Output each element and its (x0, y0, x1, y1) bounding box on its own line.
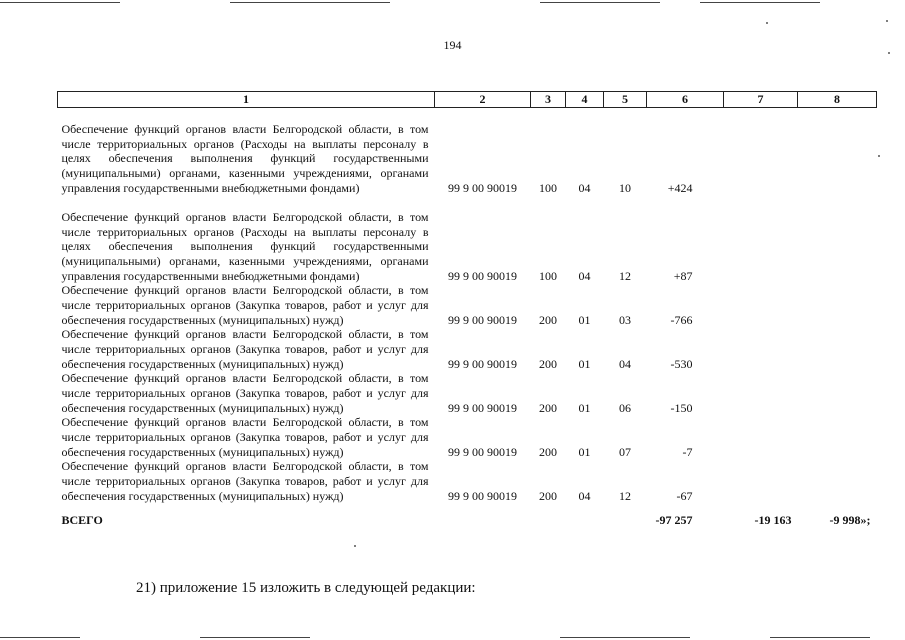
row-description: Обеспечение функций органов власти Белгородской области, в том числе территориальных органов (Закупка товаров, работ и услуг для обеспечения государственных (муниципальных) нужд) (61, 459, 429, 503)
total-row (58, 503, 877, 527)
row-code: 99 9 00 90019 (448, 356, 517, 371)
scan-speck (354, 545, 356, 547)
table-row (58, 371, 877, 415)
row-code: 99 9 00 90019 (448, 488, 517, 503)
row-code: 99 9 00 90019 (448, 400, 517, 415)
header-cell: 7 (724, 92, 798, 108)
row-subsection: 12 (619, 268, 631, 283)
row-type: 200 (539, 312, 557, 327)
total-col8: -9 998»; (829, 512, 871, 527)
row-code: 99 9 00 90019 (448, 312, 517, 327)
scan-edge-line (200, 637, 310, 638)
header-cell: 1 (58, 92, 435, 108)
table-header-row (58, 92, 877, 108)
total-col6: -97 257 (655, 512, 693, 527)
row-description: Обеспечение функций органов власти Белгородской области, в том числе территориальных органов (Закупка товаров, работ и услуг для обеспечения государственных (муниципальных) нужд) (61, 327, 429, 371)
budget-table (57, 91, 877, 527)
row-amount: -67 (676, 488, 693, 503)
header-cell: 2 (435, 92, 531, 108)
scan-speck (878, 155, 880, 157)
amendment-instruction: 21) приложение 15 изложить в следующей редакции: (136, 580, 476, 596)
scan-speck (766, 22, 768, 24)
header-cell: 3 (531, 92, 566, 108)
header-cell: 8 (798, 92, 877, 108)
row-amount: -530 (670, 356, 693, 371)
row-section: 01 (578, 312, 591, 327)
row-amount: -766 (670, 312, 693, 327)
row-subsection: 12 (619, 488, 631, 503)
total-col7: -19 163 (754, 512, 792, 527)
table-row (58, 415, 877, 459)
row-amount: +87 (673, 268, 693, 283)
row-section: 01 (578, 444, 591, 459)
row-code: 99 9 00 90019 (448, 444, 517, 459)
row-amount: -7 (682, 444, 693, 459)
row-section: 01 (578, 356, 591, 371)
table-row (58, 459, 877, 503)
total-label: ВСЕГО (61, 512, 103, 527)
scan-edge-line (540, 2, 660, 3)
table-row (58, 107, 877, 195)
scan-edge-line (560, 637, 690, 638)
row-code: 99 9 00 90019 (448, 180, 517, 195)
header-cell: 4 (566, 92, 604, 108)
page-number: 194 (443, 38, 462, 52)
row-type: 200 (539, 356, 557, 371)
row-subsection: 03 (619, 312, 631, 327)
table-row (58, 283, 877, 327)
row-section: 01 (578, 400, 591, 415)
scan-edge-line (0, 637, 80, 638)
row-subsection: 04 (619, 356, 631, 371)
row-type: 200 (539, 444, 557, 459)
row-amount: -150 (670, 400, 693, 415)
row-amount: +424 (667, 180, 693, 195)
scan-edge-line (230, 2, 390, 3)
row-description: Обеспечение функций органов власти Белгородской области, в том числе территориальных органов (Закупка товаров, работ и услуг для обеспечения государственных (муниципальных) нужд) (61, 283, 429, 327)
row-type: 100 (539, 268, 557, 283)
row-section: 04 (578, 488, 591, 503)
row-section: 04 (578, 268, 591, 283)
row-type: 200 (539, 400, 557, 415)
row-code: 99 9 00 90019 (448, 268, 517, 283)
table-row (58, 327, 877, 371)
row-description: Обеспечение функций органов власти Белгородской области, в том числе территориальных органов (Расходы на выплаты персоналу в целях обеспечения выполнения функций государственными (муниципальными) органами, казенными учреждениями, органами управления государственными внебюджетными фондами) (61, 122, 429, 195)
row-description: Обеспечение функций органов власти Белгородской области, в том числе территориальных органов (Закупка товаров, работ и услуг для обеспечения государственных (муниципальных) нужд) (61, 371, 429, 415)
scan-edge-line (700, 2, 820, 3)
row-type: 100 (539, 180, 557, 195)
row-subsection: 07 (619, 444, 631, 459)
row-description: Обеспечение функций органов власти Белгородской области, в том числе территориальных органов (Закупка товаров, работ и услуг для обеспечения государственных (муниципальных) нужд) (61, 415, 429, 459)
header-cell: 6 (647, 92, 724, 108)
header-cell: 5 (604, 92, 647, 108)
scan-edge-line (0, 2, 120, 3)
row-description: Обеспечение функций органов власти Белгородской области, в том числе территориальных органов (Расходы на выплаты персоналу в целях обеспечения выполнения функций государственными (муниципальными) органами, казенными учреждениями, органами управления государственными внебюджетными фондами) (61, 210, 429, 283)
row-section: 04 (578, 180, 591, 195)
row-type: 200 (539, 488, 557, 503)
row-subsection: 06 (619, 400, 631, 415)
scan-edge-line (770, 637, 870, 638)
row-subsection: 10 (619, 180, 631, 195)
table-row (58, 195, 877, 283)
scan-speck (886, 20, 888, 22)
